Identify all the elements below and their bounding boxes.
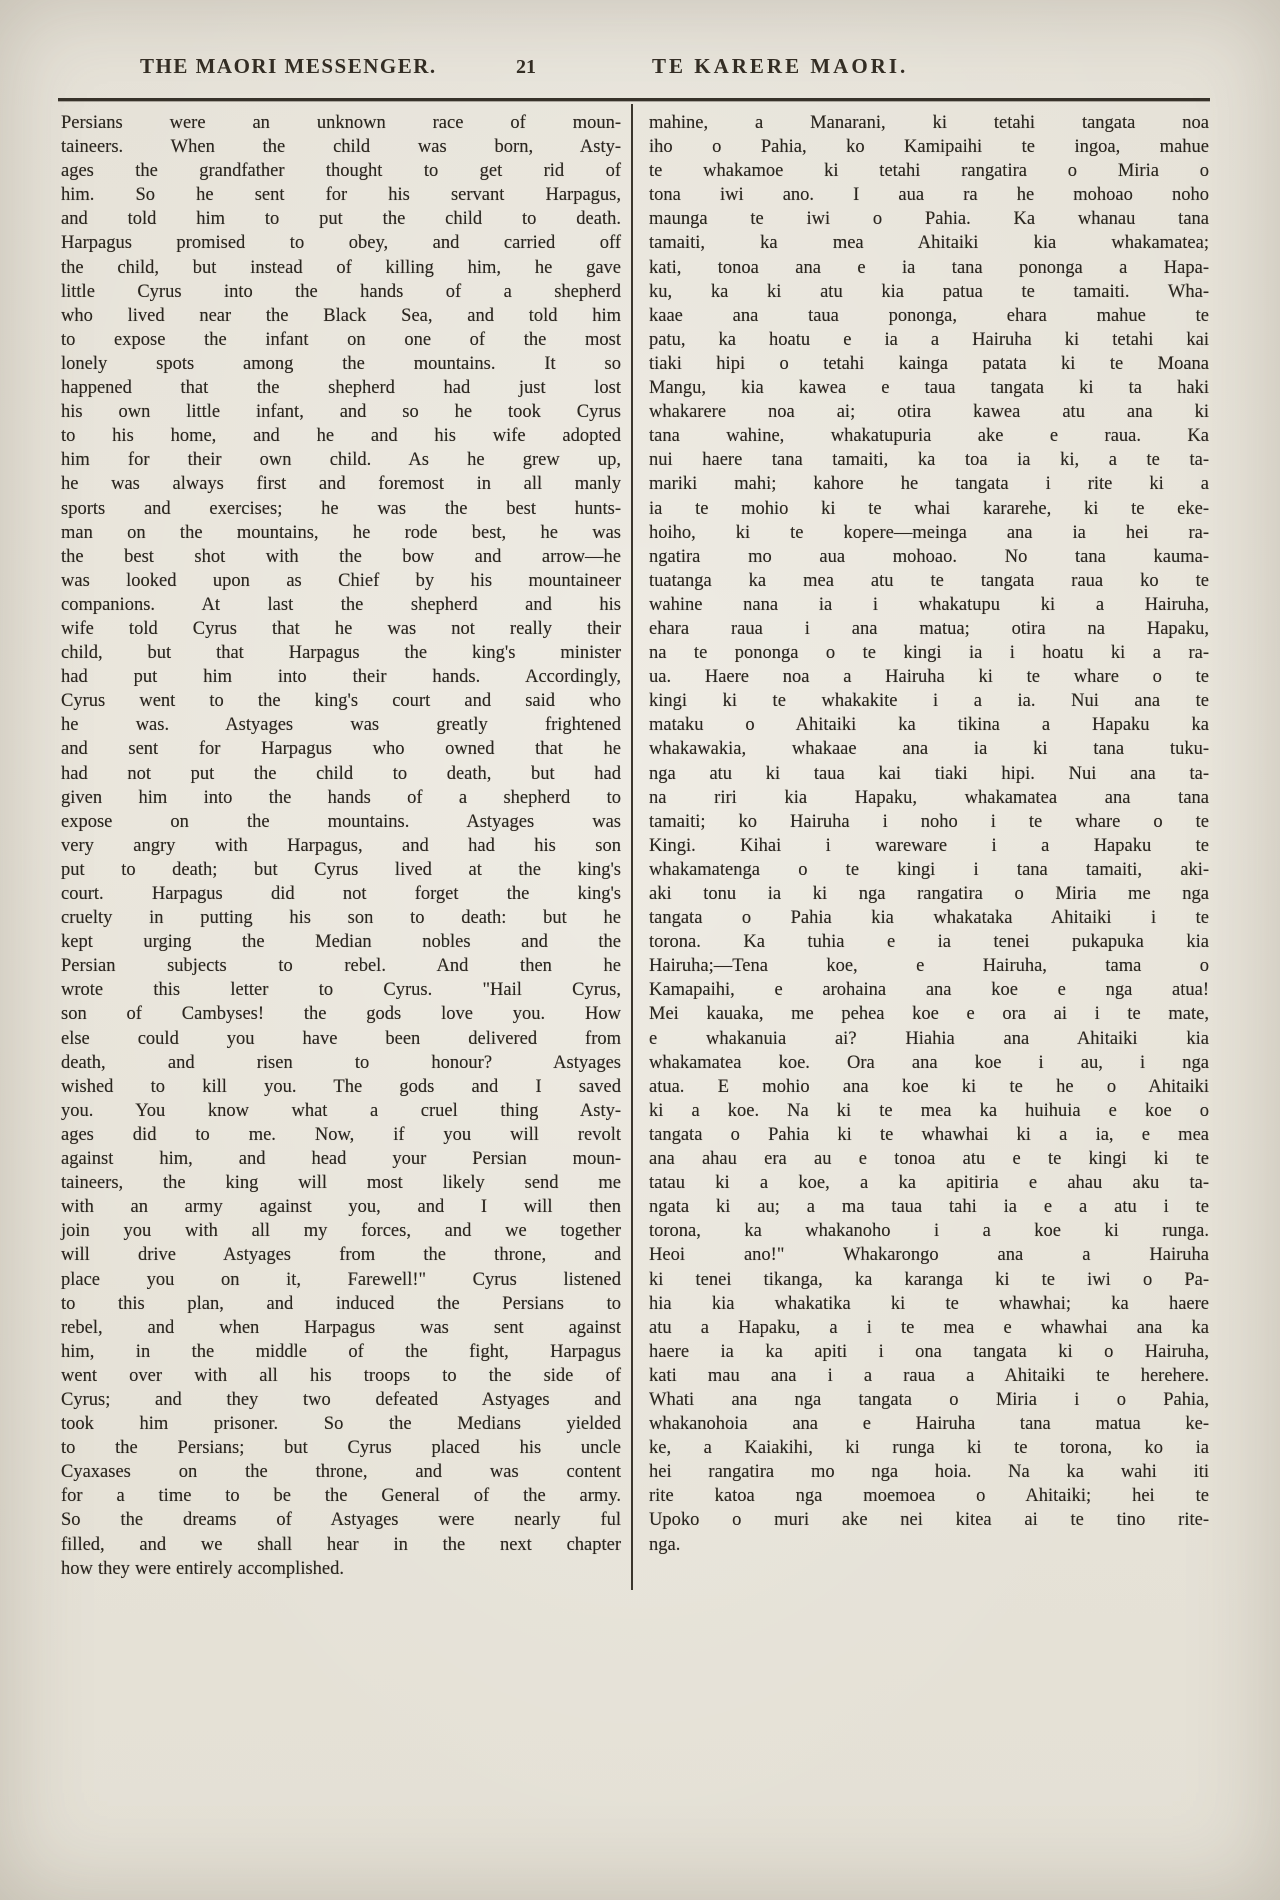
text-line: kati, tonoa ana e ia tana pononga a Hapa- xyxy=(649,257,1209,278)
text-line: tamaiti, ka mea Ahitaiki kia whakamatea; xyxy=(649,233,1209,254)
masthead-right-title: TE KARERE MAORI. xyxy=(652,54,909,78)
text-line: wife told Cyrus that he was not really their xyxy=(61,618,621,639)
text-line: else could you have been delivered from xyxy=(61,1028,621,1049)
text-line: patu, ka hoatu e ia a Hairuha ki tetahi kai xyxy=(649,329,1209,350)
text-line: ki a koe. Na ki te mea ka huihuia e koe o xyxy=(649,1100,1209,1121)
text-line: ke, a Kaiakihi, ki runga ki te torona, ko ia xyxy=(649,1438,1209,1459)
text-line: him, in the middle of the fight, Harpagus xyxy=(61,1341,621,1362)
text-line: death, and risen to honour? Astyages xyxy=(61,1052,621,1073)
text-line: ia te mohio ki te whai kararehe, ki te eke- xyxy=(649,498,1209,519)
text-line: tangata o Pahia kia whakataka Ahitaiki i te xyxy=(649,908,1209,929)
text-line: rite katoa nga moemoea o Ahitaiki; hei te xyxy=(649,1486,1209,1507)
text-line: nga atu ki taua kai tiaki hipi. Nui ana ta- xyxy=(649,763,1209,784)
text-line: whakamatenga o te kingi i tana tamaiti, aki- xyxy=(649,859,1209,880)
text-line: had put him into their hands. Accordingly, xyxy=(61,667,621,688)
text-line: tangata o Pahia ki te whawhai ki a ia, e mea xyxy=(649,1124,1209,1145)
text-line: given him into the hands of a shepherd to xyxy=(61,787,621,808)
text-line: e whakanuia ai? Hiahia ana Ahitaiki kia xyxy=(649,1028,1209,1049)
text-line: join you with all my forces, and we together xyxy=(61,1221,621,1242)
text-line: to his home, and he and his wife adopted xyxy=(61,426,621,447)
text-line: companions. At last the shepherd and his xyxy=(61,594,621,615)
text-line: tuatanga ka mea atu te tangata raua ko te xyxy=(649,570,1209,591)
text-line: nga. xyxy=(649,1534,681,1555)
text-line: atua. E mohio ana koe ki te he o Ahitaiki xyxy=(649,1076,1209,1097)
text-line: haere ia ka apiti i ona tangata ki o Hairuha, xyxy=(649,1341,1209,1362)
text-line: tona iwi ano. I aua ra he mohoao noho xyxy=(649,185,1209,206)
text-line: lonely spots among the mountains. It so xyxy=(61,353,621,374)
text-line: ages did to me. Now, if you will revolt xyxy=(61,1124,621,1145)
text-line: na te pononga o te kingi ia i hoatu ki a ra- xyxy=(649,643,1209,664)
text-line: court. Harpagus did not forget the king's xyxy=(61,884,621,904)
text-line: Kamapaihi, e arohaina ana koe e nga atua! xyxy=(649,980,1209,1001)
masthead-left-title: THE MAORI MESSENGER. xyxy=(140,54,437,78)
text-line: na riri kia Hapaku, whakamatea ana tana xyxy=(649,787,1209,808)
text-line: ehara raua i ana matua; otira na Hapaku, xyxy=(649,618,1209,639)
text-line: place you on it, Farewell!" Cyrus listened xyxy=(61,1269,621,1290)
text-line: against him, and head your Persian moun- xyxy=(61,1149,621,1170)
text-line: Upoko o muri ake nei kitea ai te tino rite- xyxy=(649,1510,1209,1531)
text-line: his own little infant, and so he took Cyrus xyxy=(61,402,621,423)
text-line: So the dreams of Astyages were nearly ful xyxy=(61,1510,621,1531)
text-line: will drive Astyages from the throne, and xyxy=(61,1245,621,1266)
text-line: you. You know what a cruel thing Asty- xyxy=(61,1100,621,1121)
text-line: Persian subjects to rebel. And then he xyxy=(61,956,621,977)
text-line: expose on the mountains. Astyages was xyxy=(61,811,621,832)
text-line: ngatira mo aua mohoao. No tana kauma- xyxy=(649,546,1209,567)
text-line: Whati ana nga tangata o Miria i o Pahia, xyxy=(649,1389,1209,1410)
text-line: and told him to put the child to death. xyxy=(61,209,621,230)
text-line: wished to kill you. The gods and I saved xyxy=(61,1076,621,1097)
text-line: hoiho, ki te kopere—meinga ana ia hei ra- xyxy=(649,522,1209,543)
text-line: kaae ana taua pononga, ehara mahue te xyxy=(649,305,1209,326)
text-line: tamaiti; ko Hairuha i noho i te whare o te xyxy=(649,811,1209,832)
text-line: whakarere noa ai; otira kawea atu ana ki xyxy=(649,402,1209,423)
text-line: ages the grandfather thought to get rid of xyxy=(61,161,621,182)
text-line: mahine, a Manarani, ki tetahi tangata noa xyxy=(649,113,1209,133)
text-line: whakamatea koe. Ora ana koe i au, i nga xyxy=(649,1052,1209,1073)
text-line: nui haere tana tamaiti, ka toa ia ki, a te ta- xyxy=(649,450,1209,471)
text-line: iho o Pahia, ko Kamipaihi te ingoa, mahue xyxy=(649,137,1209,158)
text-line: very angry with Harpagus, and had his son xyxy=(61,835,621,856)
left-column-english-text xyxy=(61,111,621,1581)
text-line: maunga te iwi o Pahia. Ka whanau tana xyxy=(649,209,1209,230)
text-line: ana ahau era au e tonoa atu e te kingi ki te xyxy=(649,1149,1209,1170)
text-line: kingi ki te whakakite i a ia. Nui ana te xyxy=(649,691,1209,712)
text-line: hia kia whakatika ki te whawhai; ka haere xyxy=(649,1293,1209,1314)
text-line: Cyaxases on the throne, and was content xyxy=(61,1462,621,1483)
text-line: to the Persians; but Cyrus placed his uncle xyxy=(61,1438,621,1459)
text-line: wrote this letter to Cyrus. "Hail Cyrus, xyxy=(61,980,621,1001)
text-line: went over with all his troops to the side of xyxy=(61,1365,621,1386)
text-line: kati mau ana i a raua a Ahitaiki te herehere. xyxy=(649,1365,1209,1386)
text-line: child, but that Harpagus the king's minister xyxy=(61,643,621,664)
text-line: put to death; but Cyrus lived at the king's xyxy=(61,859,621,880)
text-line: cruelty in putting his son to death: but he xyxy=(61,908,621,929)
text-line: Hairuha;—Tena koe, e Hairuha, tama o xyxy=(649,956,1209,977)
text-line: mataku o Ahitaiki ka tikina a Hapaku ka xyxy=(649,715,1209,736)
text-line: kept urging the Median nobles and the xyxy=(61,932,621,953)
text-line: with an army against you, and I will then xyxy=(61,1197,621,1218)
column-divider xyxy=(631,104,633,1590)
text-line: to expose the infant on one of the most xyxy=(61,329,621,350)
text-line: aki tonu ia ki nga rangatira o Miria me nga xyxy=(649,884,1209,904)
text-line: Kingi. Kihai i wareware i a Hapaku te xyxy=(649,835,1209,856)
text-line: son of Cambyses! the gods love you. How xyxy=(61,1004,621,1025)
text-line: atu a Hapaku, a i te mea e whawhai ana ka xyxy=(649,1317,1209,1338)
text-line: tatau ki a koe, a ka apitiria e ahau aku ta- xyxy=(649,1173,1209,1194)
text-line: him for their own child. As he grew up, xyxy=(61,450,621,471)
text-line: and sent for Harpagus who owned that he xyxy=(61,739,621,760)
text-line: taineers, the king will most likely send me xyxy=(61,1173,621,1194)
text-line: had not put the child to death, but had xyxy=(61,763,621,784)
text-line: the child, but instead of killing him, he gave xyxy=(61,257,621,278)
text-line: sports and exercises; he was the best hunts- xyxy=(61,498,621,519)
text-line: ngata ki au; a ma taua tahi ia e a atu i te xyxy=(649,1197,1209,1218)
text-line: wahine nana ia i whakatupu ki a Hairuha, xyxy=(649,594,1209,615)
text-line: man on the mountains, he rode best, he was xyxy=(61,522,621,543)
page-number: 21 xyxy=(516,56,536,78)
text-line: little Cyrus into the hands of a shepherd xyxy=(61,281,621,302)
text-line: rebel, and when Harpagus was sent against xyxy=(61,1317,621,1338)
text-line: who lived near the Black Sea, and told him xyxy=(61,305,621,326)
text-line: he was. Astyages was greatly frightened xyxy=(61,715,621,736)
text-line: tiaki hipi o tetahi kainga patata ki te Moana xyxy=(649,353,1209,374)
text-line: hei rangatira mo nga hoia. Na ka wahi iti xyxy=(649,1462,1209,1483)
text-line: filled, and we shall hear in the next chapter xyxy=(61,1534,621,1555)
text-line: Heoi ano!" Whakarongo ana a Hairuha xyxy=(649,1245,1209,1266)
text-line: Cyrus went to the king's court and said who xyxy=(61,691,621,712)
text-line: happened that the shepherd had just lost xyxy=(61,378,621,399)
text-line: whakanohoia ana e Hairuha tana matua ke- xyxy=(649,1414,1209,1435)
text-line: Persians were an unknown race of moun- xyxy=(61,113,621,133)
text-line: Mei kauaka, me pehea koe e ora ai i te mate, xyxy=(649,1004,1209,1025)
header-rule xyxy=(58,98,1210,101)
text-line: ku, ka ki atu kia patua te tamaiti. Wha- xyxy=(649,281,1209,302)
right-column-maori-text xyxy=(649,111,1209,1557)
text-line: for a time to be the General of the army. xyxy=(61,1486,621,1507)
text-line: took him prisoner. So the Medians yielded xyxy=(61,1414,621,1435)
text-line: torona, ka whakanoho i a koe ki runga. xyxy=(649,1221,1209,1242)
text-line: ki tenei tikanga, ka karanga ki te iwi o Pa- xyxy=(649,1269,1209,1290)
text-line: torona. Ka tuhia e ia tenei pukapuka kia xyxy=(649,932,1209,953)
text-line: Cyrus; and they two defeated Astyages and xyxy=(61,1389,621,1410)
text-line: tana wahine, whakatupuria ake e raua. Ka xyxy=(649,426,1209,447)
text-line: to this plan, and induced the Persians to xyxy=(61,1293,621,1314)
text-line: Harpagus promised to obey, and carried off xyxy=(61,233,621,254)
text-line: was looked upon as Chief by his mountaineer xyxy=(61,570,621,591)
text-line: ua. Haere noa a Hairuha ki te whare o te xyxy=(649,667,1209,688)
text-line: mariki mahi; kahore he tangata i rite ki a xyxy=(649,474,1209,495)
text-line: te whakamoe ki tetahi rangatira o Miria o xyxy=(649,161,1209,182)
text-line: how they were entirely accomplished. xyxy=(61,1558,344,1579)
text-line: the best shot with the bow and arrow—he xyxy=(61,546,621,567)
text-line: taineers. When the child was born, Asty- xyxy=(61,137,621,158)
text-line: whakawakia, whakaae ana ia ki tana tuku- xyxy=(649,739,1209,760)
text-line: him. So he sent for his servant Harpagus, xyxy=(61,185,621,206)
text-line: Mangu, kia kawea e taua tangata ki ta haki xyxy=(649,378,1209,399)
text-line: he was always first and foremost in all manly xyxy=(61,474,621,495)
